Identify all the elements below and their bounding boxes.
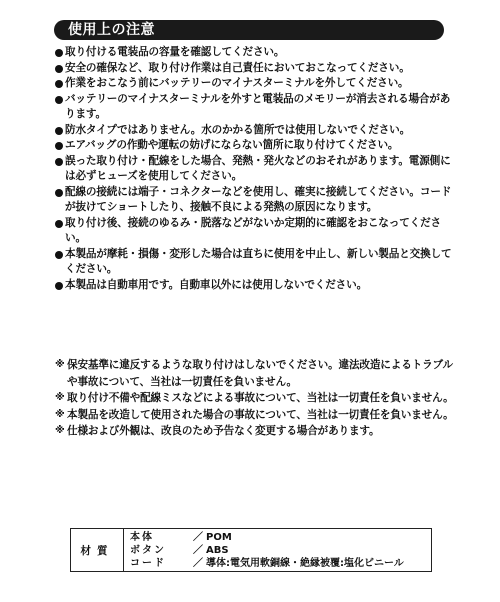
material-separator: ／ [193, 532, 203, 543]
bullet-dot-icon [55, 142, 63, 150]
caution-text: 配線の接続には端子・コネクターなどを使用し、確実に接続してください。コードが抜けてショートしたり、接触不良による発熱の原因になります。 [65, 185, 452, 213]
bullet-dot-icon [55, 189, 63, 197]
caution-text: 作業をおこなう前にバッテリーのマイナスターミナルを外してください。 [65, 77, 409, 89]
caution-item [55, 76, 455, 92]
disclaimer-text: 保安基準に違反するような取り付けはしないでください。違法改造によるトラブルや事故について、当社は一切責任を負いません。 [67, 359, 453, 388]
bullet-dot-icon [55, 80, 63, 88]
caution-text: 本製品は自動車用です。自動車以外には使用しないでください。 [65, 278, 368, 291]
caution-item [55, 138, 455, 154]
section-heading [54, 20, 444, 40]
disclaimer-text: 本製品を改造して使用された場合の事故について、当社は一切責任を負いません。 [67, 408, 454, 421]
caution-item [55, 61, 455, 77]
bullet-dot-icon [55, 127, 63, 135]
caution-item [55, 123, 455, 139]
caution-item [55, 45, 455, 61]
caution-text: 取り付ける電装品の容量を確認してください。 [65, 46, 285, 58]
bullet-dot-icon [55, 220, 63, 228]
caution-text: 誤った取り付け・配線をした場合、発熱・発火などのおそれがあります。電源側には必ずヒューズを使用してください。 [65, 154, 451, 182]
caution-text: エアバッグの作動や運転の妨げにならない箇所に取り付けてください。 [65, 139, 399, 151]
note-mark: ※ [55, 425, 65, 436]
note-mark: ※ [55, 392, 65, 403]
caution-text: バッテリーのマイナスターミナルを外すと電装品のメモリーが消去される場合があります。 [65, 92, 451, 120]
material-value: ABS [206, 545, 229, 556]
bullet-dot-icon [55, 49, 63, 57]
caution-item [55, 216, 455, 247]
material-value: 導体:電気用軟銅線・絶縁被覆:塩化ビニール [206, 558, 404, 569]
caution-item [55, 92, 455, 123]
note-mark: ※ [55, 408, 65, 420]
materials-rows [124, 529, 431, 571]
material-part: 本体 [130, 532, 154, 543]
materials-label: 材質 [71, 529, 124, 571]
bullet-dot-icon [55, 251, 63, 259]
bullet-dot-icon [55, 65, 63, 73]
disclaimer-list [55, 357, 455, 440]
disclaimer-item [55, 390, 455, 407]
caution-item [55, 278, 455, 294]
bullet-dot-icon [55, 96, 63, 104]
bullet-dot-icon [55, 158, 63, 166]
caution-text: 取り付け後、接続のゆるみ・脱落などがないか定期的に確認をおこなってください。 [65, 216, 441, 244]
material-row [130, 557, 425, 570]
caution-text: 防水タイプではありません。水のかかる箇所では使用しないでください。 [65, 123, 411, 136]
material-value: POM [206, 532, 232, 543]
material-row [130, 544, 425, 557]
material-part: コード [130, 558, 166, 569]
materials-table [70, 528, 432, 572]
bullet-dot-icon [55, 282, 63, 290]
material-separator: ／ [193, 558, 203, 569]
disclaimer-text: 仕様および外観は、改良のため予告なく変更する場合があります。 [67, 425, 380, 437]
disclaimer-text: 取り付け不備や配線ミスなどによる事故について、当社は一切責任を負いません。 [67, 392, 454, 404]
disclaimer-item [55, 357, 455, 390]
caution-text: 本製品が摩耗・損傷・変形した場合は直ちに使用を中止し、新しい製品と交換してください。 [65, 247, 452, 275]
section-title: 使用上の注意 [68, 22, 155, 38]
material-part: ボタン [130, 545, 166, 556]
caution-item [55, 154, 455, 185]
caution-list [55, 45, 455, 293]
disclaimer-item [55, 407, 455, 424]
disclaimer-item [55, 423, 455, 440]
material-separator: ／ [193, 545, 203, 556]
material-row [130, 531, 425, 544]
note-mark: ※ [55, 359, 65, 370]
caution-item [55, 247, 455, 278]
caution-text: 安全の確保など、取り付け作業は自己責任においておこなってください。 [65, 61, 410, 74]
caution-item [55, 185, 455, 216]
